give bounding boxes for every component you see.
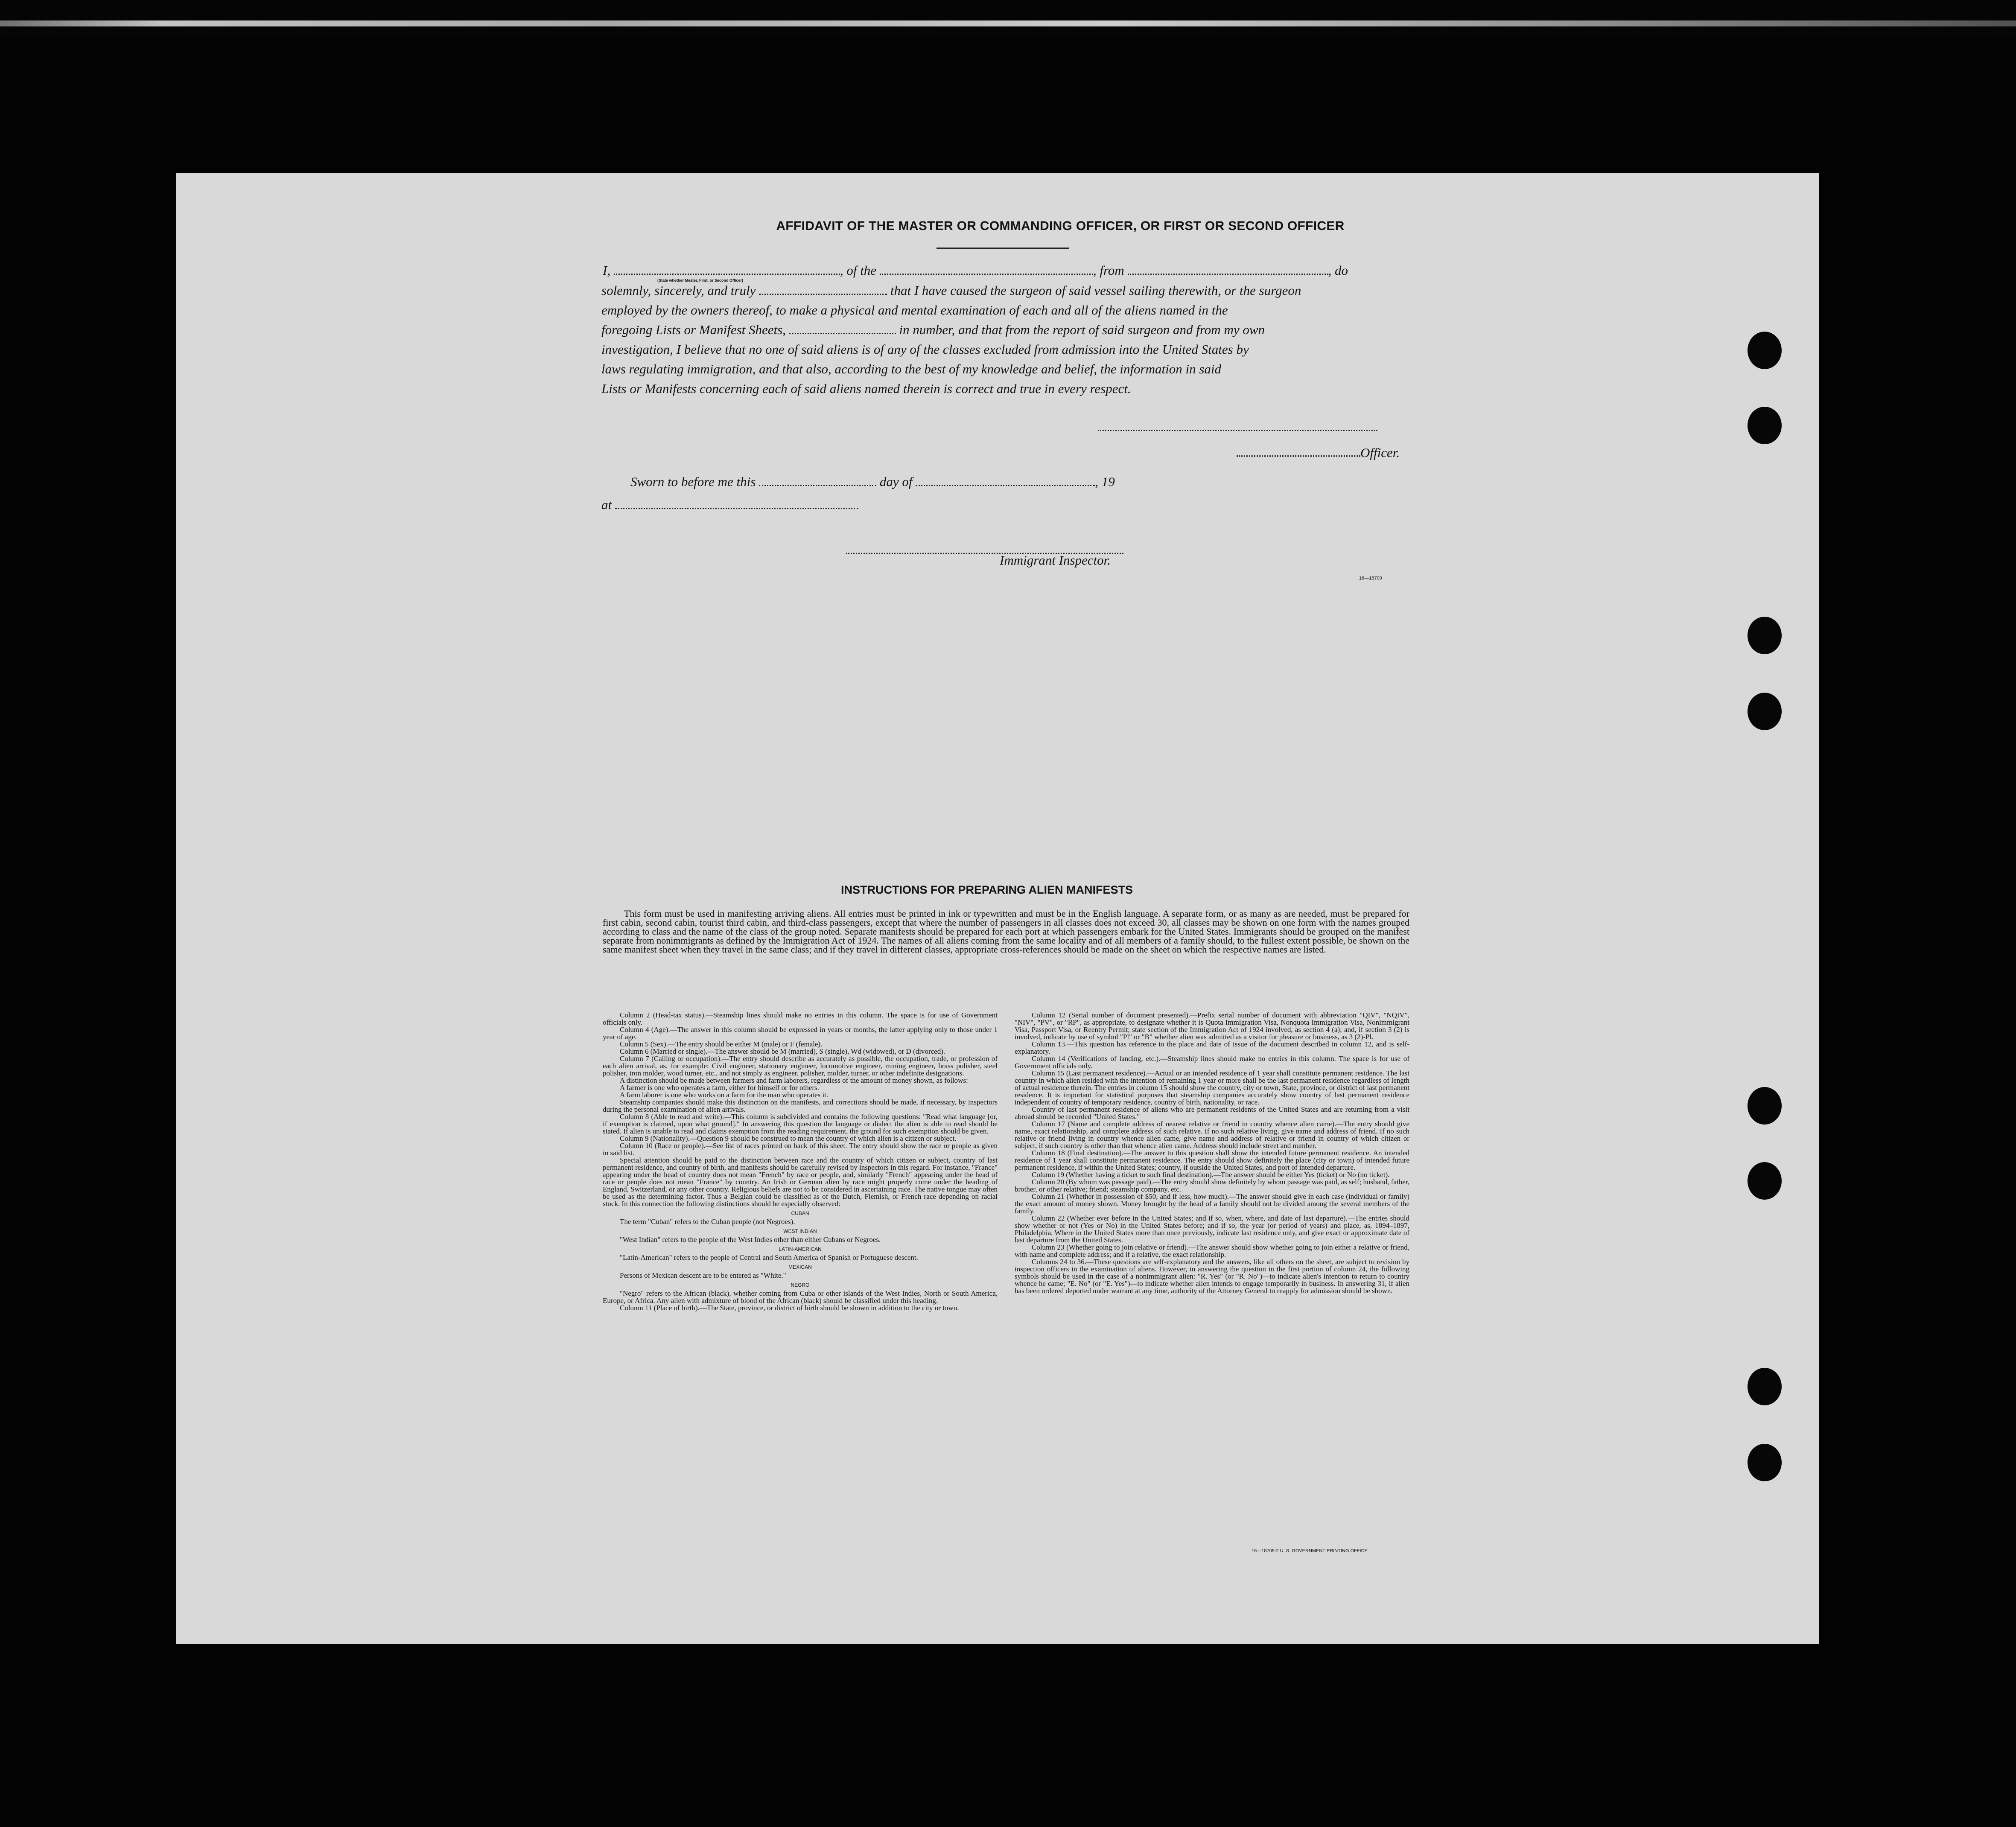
printing-office-footer: 16—18709-2 U. S. GOVERNMENT PRINTING OFFICE bbox=[1252, 1548, 1368, 1553]
instruction-paragraph: The term "Cuban" refers to the Cuban people (not Negroes). bbox=[620, 1218, 795, 1226]
document-page bbox=[176, 173, 1819, 1644]
instruction-paragraph: Column 20 (By whom was passage paid).—The entry should show definitely by whom passage was paid, as self; husband, father, brother, or other relative; friend; steamship company, etc. bbox=[1015, 1178, 1409, 1193]
instruction-paragraph: Column 4 (Age).—The answer in this column should be expressed in years or months, the latter applying only to those under 1 year of age. bbox=[603, 1026, 998, 1041]
officer-note: (State whether Master, First, or Second Officer) bbox=[657, 278, 744, 283]
affidavit-i: I, bbox=[603, 263, 611, 278]
title-rule bbox=[937, 248, 1069, 249]
heading-mexican: MEXICAN bbox=[788, 1264, 812, 1270]
affidavit-do: , do bbox=[1328, 263, 1348, 278]
instruction-paragraph: Persons of Mexican descent are to be entered as "White." bbox=[620, 1271, 786, 1279]
punch-hole bbox=[1748, 1162, 1782, 1200]
instruction-paragraph: Column 18 (Final destination).—The answer to this question shall show the intended future permanent residence. An intended residence of 1 year shall constitute permanent residence. The entry should show definitely the place (city or town) of intended future permanent residence, if within the United States; country, if outside the United States, and port of intended departure. bbox=[1015, 1149, 1409, 1171]
instruction-paragraph: Column 15 (Last permanent residence).—Actual or an intended residence of 1 year shall constitute permanent residence. The last country in which alien resided with the intention of remaining 1 year or more shall be the last permanent residence regardless of length of actual residence therein. The entries in column 15 should show the country, city or town, State, province, or district of last permanent residence. It is important for statistical purposes that steamship companies accurately show country of last permanent residence independent of country of temporary residence, country of birth, nationality, or race. bbox=[1015, 1069, 1409, 1106]
instruction-paragraph: Column 13.—This question has reference to the place and date of issue of the document described in column 12, and is self-explanatory. bbox=[1015, 1040, 1409, 1055]
instruction-paragraph: Column 14 (Verifications of landing, etc.).—Steamship lines should make no entries in this column. The space is for use of Government officials only. bbox=[1015, 1055, 1409, 1070]
instruction-paragraph: "Negro" refers to the African (black), whether coming from Cuba or other islands of the West Indies, North or South America, Europe, or Africa. Any alien with admixture of blood of the African (black) should be classified under this heading. bbox=[603, 1289, 998, 1305]
signature-line bbox=[1098, 429, 1377, 431]
instruction-paragraph: Country of last permanent residence of aliens who are permanent residents of the United States and are returning from a visit abroad should be recorded "United States." bbox=[1015, 1105, 1409, 1121]
instruction-paragraph: "West Indian" refers to the people of the West Indies other than either Cubans or Negroes. bbox=[620, 1235, 881, 1244]
instruction-paragraph: Column 10 (Race or people).—See list of races printed on back of this sheet. The entry should show the race or people as given in said list. bbox=[603, 1142, 998, 1157]
affidavit-of-the: , of the bbox=[840, 263, 877, 278]
punch-hole bbox=[1748, 1368, 1782, 1405]
affidavit-line-3: employed by the owners thereof, to make a physical and mental examination of each and all of the aliens named in the bbox=[601, 303, 1228, 318]
affidavit-line-6: laws regulating immigration, and that also, according to the best of my knowledge and belief, the information in said bbox=[601, 361, 1222, 376]
instruction-paragraph: A farm laborer is one who works on a farm for the man who operates it. bbox=[620, 1091, 829, 1099]
instruction-paragraph: Column 22 (Whether ever before in the United States; and if so, when, where, and date of last departure).—The entries should show whether or not (Yes or No) in the United States before; and if so, the year (or period of years) and place, as, 1894–1897, Philadelphia. Where in the United States more than once previously, indicate last residence only, and give exact or approximate date of last departure from the United States. bbox=[1015, 1214, 1409, 1244]
heading-negro: NEGRO bbox=[791, 1282, 810, 1288]
instructions-left-column bbox=[603, 1011, 998, 1311]
affidavit-line-5: investigation, I believe that no one of said aliens is of any of the classes excluded from admission into the United States by bbox=[601, 342, 1249, 357]
instruction-paragraph: Special attention should be paid to the distinction between race and the country of which citizen or subject, country of last permanent residence, and country of birth, and manifests should be carefully revised by inspectors in this regard. For instance, "France" appearing under the head of country does not mean "French" by race or people, and, similarly "French" appearing under the head of race or people does not mean "France" by country. An Irish or German alien by race might properly come under the heading of England, Switzerland, or any other country. Religious beliefs are not to be considered in ascertaining race. The native tongue may often be used as the determining factor. Thus a Belgian could be classified as of the Dutch, Flemish, or French race depending on racial stock. In this connection the following distinctions should be especially observed: bbox=[603, 1156, 998, 1208]
affidavit-line-2: solemnly, sincerely, and truly that I have caused the surgeon of said vessel sailing therewith, or the surgeon bbox=[601, 283, 1301, 298]
film-top-strip bbox=[0, 0, 2016, 38]
instruction-paragraph: Column 19 (Whether having a ticket to such final destination).—The answer should be either Yes (ticket) or No (no ticket). bbox=[1032, 1171, 1390, 1179]
affidavit-line-7: Lists or Manifests concerning each of said aliens named therein is correct and true in every respect. bbox=[601, 381, 1131, 396]
heading-west-indian: WEST INDIAN bbox=[783, 1228, 817, 1234]
sworn-line: Sworn to before me this day of , 19 bbox=[630, 474, 1115, 489]
punch-hole bbox=[1748, 1087, 1782, 1125]
instruction-paragraph: Column 5 (Sex).—The entry should be either M (male) or F (female). bbox=[620, 1040, 823, 1048]
instructions-right-column bbox=[1015, 1011, 1409, 1294]
instruction-paragraph: A farmer is one who operates a farm, either for himself or for others. bbox=[620, 1084, 819, 1092]
officer-label: Officer. bbox=[1360, 445, 1400, 460]
punch-hole bbox=[1748, 693, 1782, 730]
instruction-paragraph: Column 11 (Place of birth).—The State, province, or district of birth should be shown in addition to the city or town. bbox=[620, 1304, 959, 1312]
instruction-paragraph: Column 8 (Able to read and write).—This column is subdivided and contains the following questions: "Read what language [or, if exemption is claimed, upon what ground]." In answering this question the language or dialect the alien is able to read should be stated. If alien is unable to read and claims exemption from the reading requirement, the ground for such exemption should be given. bbox=[603, 1113, 998, 1135]
instruction-paragraph: Steamship companies should make this distinction on the manifests, and corrections should be made, if necessary, by inspectors during the personal examination of alien arrivals. bbox=[603, 1098, 998, 1113]
instruction-paragraph: Column 9 (Nationality).—Question 9 should be construed to mean the country of which alien is a citizen or subject. bbox=[620, 1134, 957, 1142]
instruction-paragraph: Column 2 (Head-tax status).—Steamship lines should make no entries in this column. The space is for use of Government officials only. bbox=[603, 1011, 998, 1026]
instruction-paragraph: Column 6 (Married or single).—The answer should be M (married), S (single), Wd (widowed), or D (divorced). bbox=[620, 1047, 945, 1055]
form-code: 16—18709 bbox=[1359, 576, 1382, 581]
instruction-paragraph: Column 21 (Whether in possession of $50, and if less, how much).—The answer should give in each case (individual or family) the exact amount of money shown. Money brought by the head of a family should not be divided among the several members of the family. bbox=[1015, 1192, 1409, 1215]
instructions-intro: This form must be used in manifesting arriving aliens. All entries must be printed in ink or typewritten and must be in the English language. A separate form, or as many as are needed, must be prepared for first cabin, second cabin, tourist third cabin, and third-class passengers, except that where the number of passengers in all classes does not exceed 30, all classes may be shown on one form with the names grouped according to class and the name of the class of the group noted. Separate manifests should be prepared for each port at which passengers embark for the United States. Immigrants should be grouped on the manifest separate from nonimmigrants as defined by the Immigration Act of 1924. The names of all aliens coming from the same locality and of all members of a family should, to the fullest extent possible, be shown on the same manifest sheet when they travel in the same class; and if they travel in different classes, appropriate cross-references should be made on the sheet on which the respective names are listed. bbox=[603, 908, 1409, 955]
instructions-title: INSTRUCTIONS FOR PREPARING ALIEN MANIFESTS bbox=[840, 883, 1133, 896]
instruction-paragraph: A distinction should be made between farmers and farm laborers, regardless of the amount of money shown, as follows: bbox=[620, 1076, 968, 1084]
punch-hole bbox=[1748, 617, 1782, 654]
instruction-paragraph: Column 17 (Name and complete address of nearest relative or friend in country whence alien came).—The entry should give name, exact relationship, and complete address of such relative. If no such relative living, give name and address of friend. If no such relative or friend living in country whence alien came, give name and address of relative or friend in country of which citizen or subject, if such country is other than that whence alien came. Address should include street and number. bbox=[1015, 1120, 1409, 1150]
affidavit-title: AFFIDAVIT OF THE MASTER OR COMMANDING OFFICER, OR FIRST OR SECOND OFFICER bbox=[776, 219, 1345, 233]
instruction-paragraph: Columns 24 to 36.—These questions are self-explanatory and the answers, like all others on the sheet, are subject to revision by inspection officers in the examination of aliens. However, in answering the question in the first portion of column 24, the following symbols should be used in the case of a nonimmigrant alien: "R. Yes" (or "R. No")—to indicate alien's intention to return to country whence he came; "E. No" (or "E. Yes")—to indicate whether alien intends to engage temporarily in business. In answering 31, if alien has been ordered deported under warrant at any time, authority of the Attorney General to reapply for admission should be shown. bbox=[1015, 1258, 1409, 1295]
instruction-paragraph: Column 23 (Whether going to join relative or friend).—The answer should show whether going to join either a relative or friend, with name and complete address; and if a relative, the exact relationship. bbox=[1015, 1243, 1409, 1259]
instruction-paragraph: Column 12 (Serial number of document presented).—Prefix serial number of document with abbreviation "QIV", "NQIV", "NIV", "PV", or "RP", as appropriate, to designate whether it is Quota Immigration Visa, Nonquota Immigration Visa, Nonimmigrant Visa, Passport Visa, or Reentry Permit; state section of the Immigration Act of 1924 involved, as section 4 (a); and, if section 3 (2) is involved, indicate by use of symbol "Pl" or "B" whether alien was admitted as a visitor for pleasure or business, as 3 (2)-Pl. bbox=[1015, 1011, 1409, 1041]
punch-hole bbox=[1748, 332, 1782, 369]
instruction-paragraph: Column 7 (Calling or occupation).—The entry should describe as accurately as possible, the occupation, trade, or profession of each alien arrival, as, for example: Civil engineer, stationary engineer, locomotive engineer, mining engineer, brass polisher, steel polisher, iron molder, wood turner, etc., and not simply as engineer, polisher, molder, turner, or other indefinite designations. bbox=[603, 1055, 998, 1077]
affidavit-from: , from bbox=[1093, 263, 1124, 278]
at-line: at bbox=[601, 495, 900, 515]
punch-hole bbox=[1748, 407, 1782, 444]
affidavit-line-1 bbox=[603, 260, 1584, 281]
instruction-paragraph: "Latin-American" refers to the people of Central and South America of Spanish or Portuguese descent. bbox=[620, 1253, 918, 1262]
officer-line bbox=[1237, 455, 1360, 457]
film-edge bbox=[0, 20, 2016, 26]
inspector-label: Immigrant Inspector. bbox=[1000, 553, 1111, 568]
affidavit-line-4: foregoing Lists or Manifest Sheets, in number, and that from the report of said surgeon and from my own bbox=[601, 322, 1265, 337]
punch-hole bbox=[1748, 1444, 1782, 1481]
heading-latin-american: LATIN-AMERICAN bbox=[779, 1246, 822, 1252]
heading-cuban: CUBAN bbox=[791, 1210, 809, 1216]
